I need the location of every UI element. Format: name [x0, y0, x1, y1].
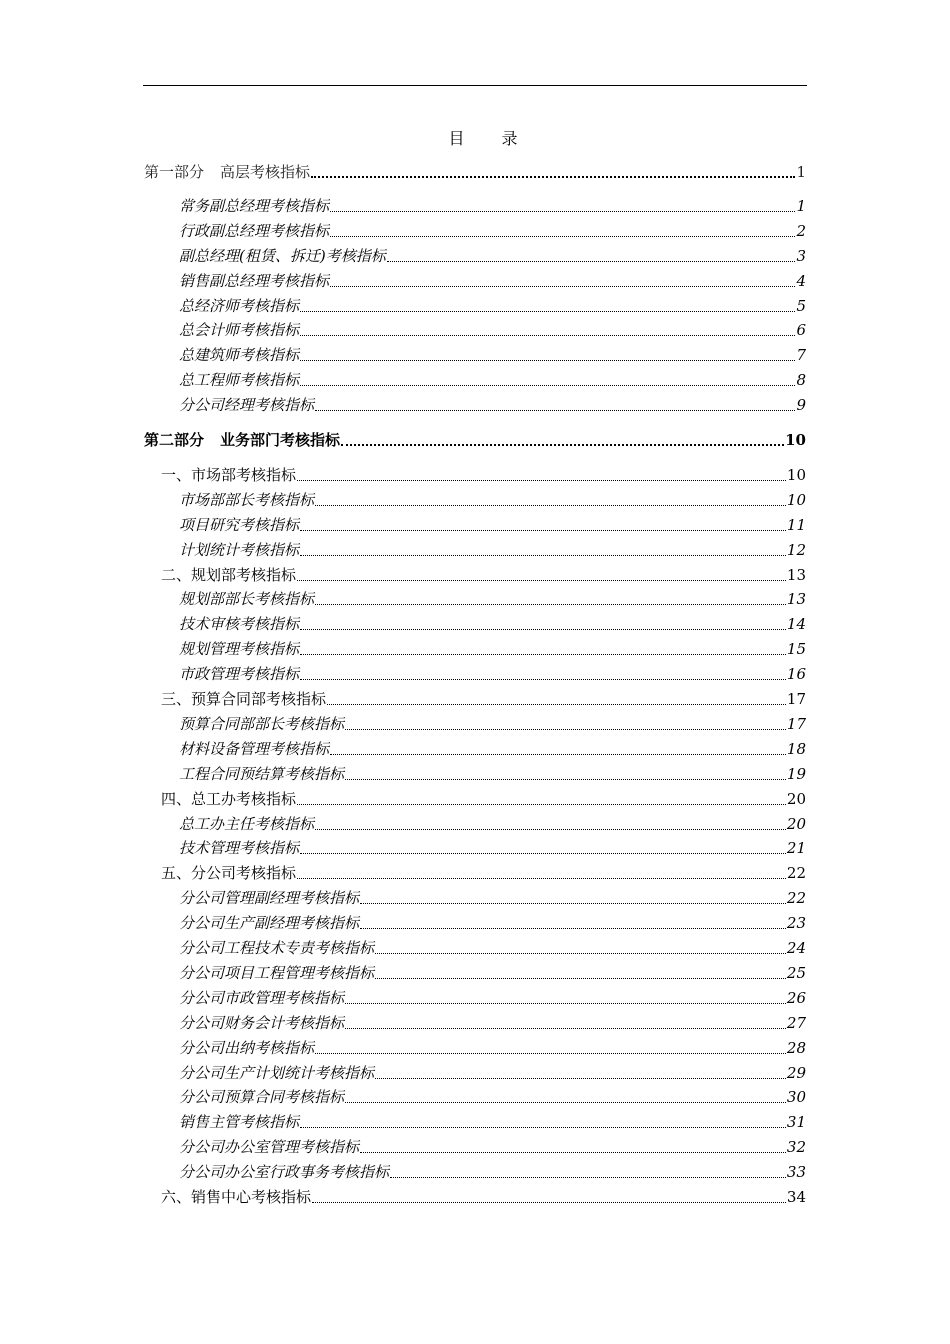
toc-item-label: 规划管理考核指标	[179, 640, 300, 658]
toc-page-number: 20	[786, 790, 806, 808]
toc-section-label: 五、分公司考核指标	[161, 864, 297, 882]
toc-item-entry[interactable]	[179, 762, 806, 784]
toc-item-entry[interactable]	[179, 1011, 806, 1033]
toc-leader-dots	[297, 875, 786, 879]
toc-leader-dots	[300, 382, 795, 386]
toc-leader-dots	[300, 676, 786, 680]
toc-page-number: 26	[786, 989, 806, 1007]
toc-item-label: 分公司市政管理考核指标	[179, 989, 345, 1007]
toc-title: 目 录	[448, 129, 534, 148]
toc-item-label: 分公司办公室行政事务考核指标	[179, 1163, 390, 1181]
toc-leader-dots	[300, 850, 786, 854]
toc-item-entry[interactable]	[179, 318, 806, 340]
toc-item-label: 分公司生产计划统计考核指标	[179, 1064, 375, 1082]
toc-page-number: 25	[786, 964, 806, 982]
toc-item-entry[interactable]	[179, 1110, 806, 1132]
toc-page-number: 14	[786, 615, 806, 633]
toc-part-title: 业务部门考核指标	[220, 431, 341, 449]
toc-page-number: 31	[786, 1113, 806, 1131]
toc-leader-dots	[330, 751, 786, 755]
toc-leader-dots	[300, 552, 786, 556]
toc-page-number: 33	[786, 1163, 806, 1181]
toc-page-number: 9	[796, 396, 806, 414]
toc-item-label: 预算合同部部长考核指标	[179, 715, 345, 733]
toc-item-entry[interactable]	[179, 886, 806, 908]
toc-item-label: 技术审核考核指标	[179, 615, 300, 633]
toc-part-heading	[144, 430, 340, 450]
toc-page-number: 18	[786, 740, 806, 758]
toc-item-label: 总工办主任考核指标	[179, 815, 315, 833]
toc-section-entry[interactable]	[161, 787, 806, 809]
toc-page-number: 28	[786, 1039, 806, 1057]
toc-item-entry[interactable]	[179, 488, 806, 510]
toc-leader-dots	[330, 208, 795, 212]
toc-item-entry[interactable]	[179, 587, 806, 609]
toc-part-heading	[144, 162, 310, 182]
toc-item-entry[interactable]	[179, 1061, 806, 1083]
toc-section-label: 四、总工办考核指标	[161, 790, 297, 808]
toc-item-label: 分公司项目工程管理考核指标	[179, 964, 375, 982]
toc-item-label: 分公司生产副经理考核指标	[179, 914, 360, 932]
toc-page-number: 17	[786, 715, 806, 733]
toc-item-label: 常务副总经理考核指标	[179, 197, 330, 215]
toc-leader-dots	[345, 1025, 786, 1029]
toc-item-entry[interactable]	[179, 538, 806, 560]
toc-page-number: 2	[796, 222, 806, 240]
toc-item-label: 副总经理(租赁、拆迁)考核指标	[179, 247, 386, 265]
toc-page-number: 10	[785, 431, 806, 449]
toc-item-label: 总工程师考核指标	[179, 371, 300, 389]
toc-page-number: 12	[786, 541, 806, 559]
toc-page-number: 21	[786, 839, 806, 857]
toc-item-entry[interactable]	[179, 737, 806, 759]
toc-item-entry[interactable]	[179, 836, 806, 858]
toc-leader-dots	[311, 173, 795, 178]
toc-item-entry[interactable]	[179, 911, 806, 933]
toc-page-number: 34	[786, 1188, 806, 1206]
toc-section-label: 一、市场部考核指标	[161, 466, 297, 484]
toc-page-number: 1	[796, 197, 806, 215]
toc-page-number: 32	[786, 1138, 806, 1156]
toc-page-number: 17	[786, 690, 806, 708]
toc-section-entry[interactable]	[161, 463, 806, 485]
toc-leader-dots	[300, 332, 795, 336]
toc-leader-dots	[330, 283, 795, 287]
toc-page-number: 24	[786, 939, 806, 957]
toc-leader-dots	[345, 1099, 786, 1103]
toc-item-label: 总经济师考核指标	[179, 297, 300, 315]
toc-page-number: 13	[786, 566, 806, 584]
toc-leader-dots	[300, 527, 786, 531]
toc-leader-dots	[360, 925, 786, 929]
toc-page-number: 22	[786, 864, 806, 882]
toc-item-entry[interactable]	[179, 712, 806, 734]
toc-page-number: 19	[786, 765, 806, 783]
toc-section-entry[interactable]	[161, 1185, 806, 1207]
toc-item-entry[interactable]	[179, 294, 806, 316]
toc-leader-dots	[375, 950, 786, 954]
toc-item-label: 材料设备管理考核指标	[179, 740, 330, 758]
toc-part-label: 第一部分	[144, 163, 205, 181]
toc-section-label: 六、销售中心考核指标	[161, 1188, 312, 1206]
toc-part-title: 高层考核指标	[220, 163, 311, 181]
toc-page-number: 23	[786, 914, 806, 932]
toc-section-entry[interactable]	[161, 687, 806, 709]
toc-page-number: 16	[786, 665, 806, 683]
toc-item-label: 销售主管考核指标	[179, 1113, 300, 1131]
toc-leader-dots	[300, 308, 795, 312]
toc-item-entry[interactable]	[179, 637, 806, 659]
toc-leader-dots	[387, 258, 796, 262]
toc-section-label: 二、规划部考核指标	[161, 566, 297, 584]
toc-item-label: 分公司出纳考核指标	[179, 1039, 315, 1057]
toc-item-entry[interactable]	[179, 936, 806, 958]
toc-part-entry[interactable]	[144, 160, 806, 182]
toc-page-number: 8	[796, 371, 806, 389]
toc-item-entry[interactable]	[179, 662, 806, 684]
header-rule	[143, 85, 807, 86]
toc-leader-dots	[297, 577, 786, 581]
toc-part-label: 第二部分	[144, 431, 205, 449]
toc-page-number: 5	[796, 297, 806, 315]
toc-leader-dots	[297, 477, 786, 481]
toc-item-label: 行政副总经理考核指标	[179, 222, 330, 240]
toc-item-entry[interactable]	[179, 343, 806, 365]
toc-item-label: 分公司预算合同考核指标	[179, 1088, 345, 1106]
toc-item-entry[interactable]	[179, 1036, 806, 1058]
toc-item-entry[interactable]	[179, 961, 806, 983]
toc-leader-dots	[312, 1199, 786, 1203]
toc-leader-dots	[345, 776, 786, 780]
toc-item-entry[interactable]	[179, 612, 806, 634]
toc-page-number: 27	[786, 1014, 806, 1032]
toc-page-number: 10	[786, 491, 806, 509]
toc-leader-dots	[345, 726, 786, 730]
toc-item-entry[interactable]	[179, 986, 806, 1008]
toc-section-label: 三、预算合同部考核指标	[161, 690, 327, 708]
toc-leader-dots	[390, 1174, 786, 1178]
toc-leader-dots	[315, 1050, 786, 1054]
toc-leader-dots	[375, 975, 786, 979]
toc-page-number: 29	[786, 1064, 806, 1082]
toc-page-number: 3	[796, 247, 806, 265]
toc-leader-dots	[300, 626, 786, 630]
toc-leader-dots	[315, 502, 786, 506]
toc-leader-dots	[360, 1149, 786, 1153]
toc-section-entry[interactable]	[161, 563, 806, 585]
toc-item-label: 技术管理考核指标	[179, 839, 300, 857]
toc-leader-dots	[315, 407, 795, 411]
toc-item-entry[interactable]	[179, 194, 806, 216]
toc-page-number: 20	[786, 815, 806, 833]
toc-item-entry[interactable]	[179, 513, 806, 535]
toc-item-entry[interactable]	[179, 269, 806, 291]
toc-leader-dots	[300, 357, 795, 361]
toc-page-number: 30	[786, 1088, 806, 1106]
toc-item-entry[interactable]	[179, 1085, 806, 1107]
toc-item-label: 销售副总经理考核指标	[179, 272, 330, 290]
toc-leader-dots	[375, 1075, 786, 1079]
toc-leader-dots	[330, 233, 795, 237]
toc-section-entry[interactable]	[161, 861, 806, 883]
toc-leader-dots	[345, 1000, 786, 1004]
toc-part-entry[interactable]	[144, 428, 806, 450]
toc-item-label: 分公司工程技术专责考核指标	[179, 939, 375, 957]
toc-item-entry[interactable]	[179, 393, 806, 415]
toc-leader-dots	[315, 601, 786, 605]
toc-item-entry[interactable]	[179, 219, 806, 241]
toc-page-number: 1	[796, 163, 806, 181]
toc-item-entry[interactable]	[179, 368, 806, 390]
toc-page-number: 6	[796, 321, 806, 339]
toc-leader-dots	[341, 441, 784, 446]
toc-page-number: 15	[786, 640, 806, 658]
toc-leader-dots	[315, 826, 786, 830]
toc-item-entry[interactable]	[179, 1160, 806, 1182]
toc-item-label: 分公司经理考核指标	[179, 396, 315, 414]
toc-item-label: 计划统计考核指标	[179, 541, 300, 559]
toc-page-number: 4	[796, 272, 806, 290]
toc-item-label: 分公司财务会计考核指标	[179, 1014, 345, 1032]
toc-item-label: 总会计师考核指标	[179, 321, 300, 339]
toc-leader-dots	[360, 900, 786, 904]
toc-item-entry[interactable]	[179, 244, 806, 266]
toc-page-number: 22	[786, 889, 806, 907]
toc-item-label: 规划部部长考核指标	[179, 590, 315, 608]
toc-item-entry[interactable]	[179, 812, 806, 834]
toc-item-label: 市政管理考核指标	[179, 665, 300, 683]
toc-item-entry[interactable]	[179, 1135, 806, 1157]
toc-item-label: 工程合同预结算考核指标	[179, 765, 345, 783]
toc-item-label: 市场部部长考核指标	[179, 491, 315, 509]
toc-leader-dots	[327, 701, 786, 705]
toc-leader-dots	[300, 651, 786, 655]
toc-item-label: 总建筑师考核指标	[179, 346, 300, 364]
toc-page-number: 13	[786, 590, 806, 608]
toc-page-number: 11	[786, 516, 806, 534]
toc-page-number: 7	[796, 346, 806, 364]
toc-item-label: 分公司管理副经理考核指标	[179, 889, 360, 907]
toc-leader-dots	[300, 1124, 786, 1128]
toc-page-number: 10	[786, 466, 806, 484]
toc-leader-dots	[297, 801, 786, 805]
toc-item-label: 项目研究考核指标	[179, 516, 300, 534]
toc-item-label: 分公司办公室管理考核指标	[179, 1138, 360, 1156]
